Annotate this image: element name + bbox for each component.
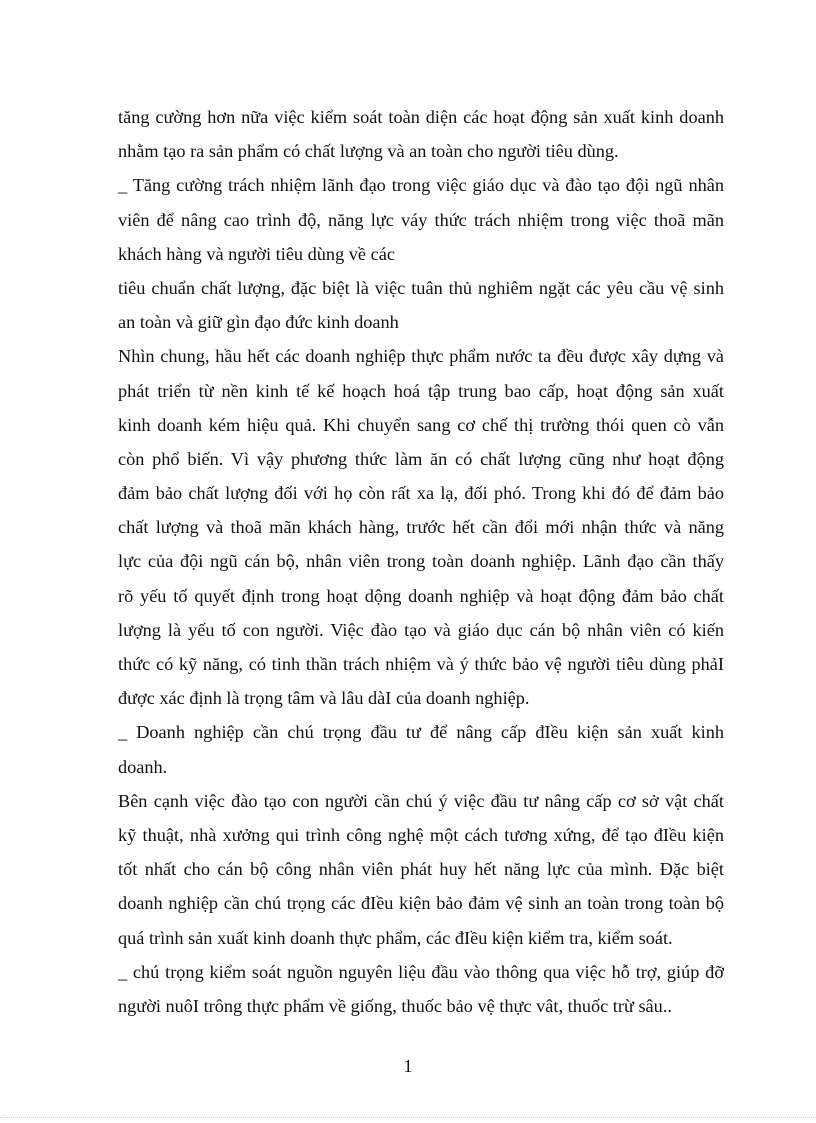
- text-line: _ chú trọng kiểm soát nguồn nguyên liệu đầu vào thông qua việc hỗ trợ, giúp đỡ: [118, 961, 724, 982]
- text-line: người nuôI trông thực phẩm về giống, thuốc bảo vệ thực vât, thuốc trừ sâu..: [118, 995, 672, 1016]
- text-line: tiêu chuẩn chất lượng, đặc biệt là việc tuân thủ nghiêm ngặt các yêu cầu vệ sinh: [118, 277, 724, 298]
- body-text: [118, 100, 724, 1023]
- text-line: lực của đội ngũ cán bộ, nhân viên trong toàn doanh nghiệp. Lãnh đạo cần thấy: [118, 551, 724, 572]
- text-line: doanh.: [118, 756, 168, 777]
- text-line: đảm bảo chất lượng đối với họ còn rất xa lạ, đối phó. Trong khi đó để đảm bảo: [118, 483, 724, 504]
- text-line: _ Tăng cường trách nhiệm lãnh đạo trong việc giáo dục và đào tạo đội ngũ nhân: [118, 175, 724, 196]
- text-line: còn phổ biến. Vì vậy phương thức làm ăn có chất lượng cũng như hoạt động: [118, 448, 724, 469]
- page-number: 1: [403, 1056, 413, 1076]
- text-line: thức có kỹ năng, có tinh thần trách nhiệm và ý thức bảo vệ người tiêu dùng phảI: [118, 654, 724, 674]
- text-line: viên để nâng cao trình độ, năng lực váy thức trách nhiệm trong việc thoã mãn: [118, 209, 724, 230]
- text-line: nhằm tạo ra sản phẩm có chất lượng và an toàn cho người tiêu dùng.: [118, 141, 619, 162]
- text-line: khách hàng và người tiêu dùng về các: [118, 243, 395, 264]
- text-line: Nhìn chung, hầu hết các doanh nghiệp thực phẩm nước ta đều được xây dựng và: [118, 346, 724, 367]
- text-line: quá trình sản xuất kinh doanh thực phẩm, các đIều kiện kiểm tra, kiểm soát.: [118, 927, 673, 948]
- text-line: được xác định là trọng tâm và lâu dàI của doanh nghiệp.: [118, 688, 530, 709]
- text-line: _ Doanh nghiệp cần chú trọng đầu tư để nâng cấp đIều kiện sản xuất kinh: [118, 722, 724, 743]
- text-line: an toàn và giữ gìn đạo đức kinh doanh: [118, 312, 399, 333]
- text-line: rõ yếu tố quyết định trong hoạt dộng doanh nghiệp và hoạt động đảm bảo chất: [118, 585, 724, 606]
- text-line: kinh doanh kém hiệu quả. Khi chuyển sang cơ chế thị trường thói quen cò vẫn: [118, 414, 724, 435]
- text-line: chất lượng và thoã mãn khách hàng, trước hết cần đổi mới nhận thức và năng: [118, 517, 724, 538]
- text-line: kỹ thuật, nhà xưởng qui trình công nghệ một cách tương xứng, để tạo đIều kiện: [118, 824, 724, 845]
- page-divider: [0, 1117, 816, 1118]
- text-line: tăng cường hơn nữa việc kiểm soát toàn diện các hoạt động sản xuất kinh doanh: [118, 107, 724, 127]
- text-line: tốt nhất cho cán bộ công nhân viên phát huy hết năng lực của mình. Đặc biệt: [118, 859, 724, 880]
- text-line: doanh nghiệp cần chú trọng các đIều kiện bảo đảm vệ sinh an toàn trong toàn bộ: [118, 893, 724, 914]
- text-line: Bên cạnh việc đào tạo con người cần chú ý việc đầu tư nâng cấp cơ sở vật chất: [118, 790, 724, 811]
- text-line: lượng là yếu tố con người. Việc đào tạo và giáo dục cán bộ nhân viên có kiến: [118, 619, 724, 640]
- text-line: phát triển từ nền kinh tế kế hoạch hoá tập trung bao cấp, hoạt động sản xuất: [118, 380, 724, 401]
